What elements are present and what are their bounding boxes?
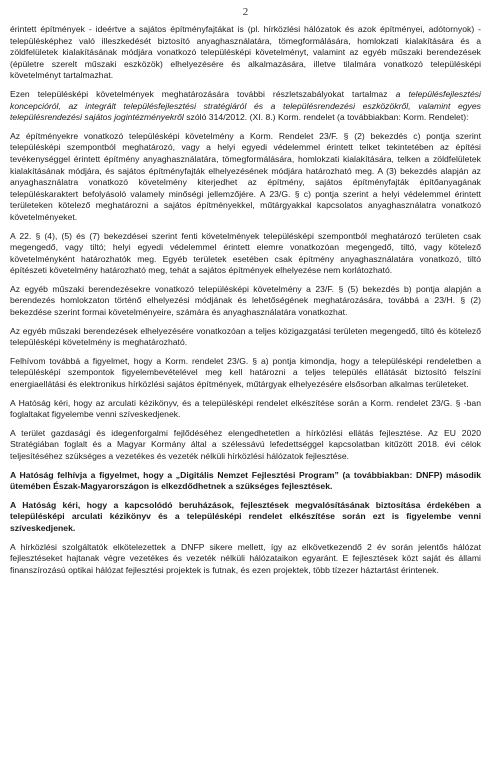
paragraph	[10, 231, 481, 277]
text-segment: Az építményekre vonatkozó településképi követelmény a Korm. Rendelet 23/F. § (2) bekezdés c) pontja szerint településképi szempontból meghatározó, vagy a helyi egyedi védelemmel érintett telket tekintetében az építési tevékenységgel érintett építmény anyaghasználatára, tömegformálására, homlokzati kialakítására, telken a zöldfelületek kialakításának módjára, és sajátos építményfajták elhelyezésének módjára határozható meg. A (3) bekezdés alapján az anyaghasználatra vonatkozó követelmény kiterjedhet az építmény, sajátos építményfajták építőanyagának településkaraktert befolyásoló valamely minőségi jellemzőjére. A 23/G. § c) pontja szerint a helyi védelemmel érintett területeken kötelező meghatározni a sajátos építményekkel, műtárgyakkal kapcsolatos anyaghasználatra vonatkozó követelményeket.	[10, 130, 481, 222]
paragraph	[10, 542, 481, 577]
text-segment: Felhívom továbbá a figyelmet, hogy a Korm. rendelet 23/G. § a) pontja kimondja, hogy a településképi rendeletben a településképi szempontok figyelembevételével meg kell határozni a teljes település ellátását biztosító felszíni energiaellátási és elektronikus hírközlési sajátos építmények, műtárgyak elhelyezésére elsősorban alkalmas területeket.	[10, 355, 481, 390]
text-segment: A Hatóság felhívja a figyelmet, hogy a „Digitális Nemzet Fejlesztési Program” (a továbbiakban: DNFP) második ütemében Észak-Magyarországon is elkezdődhetnek a szükséges fejlesztések.	[10, 469, 481, 492]
text-segment: A Hatóság kéri, hogy a kapcsolódó beruházások, fejlesztések megvalósításának biztosítása érdekében a településképi arculati kézikönyv és a településképi rendelet elkészítése során ezt is figyelembe venni szíveskedjenek.	[10, 499, 481, 533]
paragraph	[10, 398, 481, 421]
paragraph	[10, 89, 481, 124]
text-segment: A 22. § (4), (5) és (7) bekezdései szerint fenti követelmények településképi szempontból meghatározó területen csak megengedő, vagy tiltó; helyi egyedi védelemmel érintett elemre vonatkozóan megengedő, tiltó, vagy kötelező követelményként határozhatók meg. Egyéb területek esetében csak építmény anyaghasználatára vonatkozó, tiltó építészeti követelmény határozható meg, tehát a sajátos építmények elhelyezése nem korlátozható.	[10, 230, 481, 276]
text-segment: Az egyéb műszaki berendezésekre vonatkozó településképi követelmény a 23/F. § (5) bekezdés b) pontja alapján a berendezés homlokzaton történő elhelyezési módjának és lehetőségének meghatározására, továbbá a 23/H. § (2) bekezdése szerint formai követelményeire, számára és anyaghasználatára vonatkozhat.	[10, 283, 481, 318]
text-segment: Az egyéb műszaki berendezések elhelyezésére vonatkozóan a teljes közigazgatási területen megengedő, tiltó és kötelező településképi követelmény is meghatározható.	[10, 325, 481, 348]
text-segment: szóló 314/2012. (XI. 8.) Korm. rendelet (a továbbiakban: Korm. Rendelet):	[183, 112, 469, 123]
text-segment: A hírközlési szolgáltatók elkötelezettek a DNFP sikere mellett, így az elkövetkezendő 2 év során jelentős hálózat fejlesztéseket hajtanak végre vezetékes és vezeték nélküli hálózataikon egyaránt. E fejlesztések közt saját és állami finanszírozású optikai hálózat fejlesztési projektek is futnak, és ezen projektek, több tízezer háztartást érintenek.	[10, 541, 481, 575]
paragraph	[10, 428, 481, 463]
paragraph	[10, 284, 481, 319]
italic-text-segment: a településfejlesztési koncepcióról, az integrált településfejlesztési stratégiáról és a településrendezési eszközökről, valamint egyes településrendezési sajátos jogintézményekről	[10, 88, 481, 123]
paragraph	[10, 24, 481, 82]
paragraph	[10, 356, 481, 391]
text-segment: A Hatóság kéri, hogy az arculati kézikönyv, és a településképi rendelet elkészítése során a Korm. rendelet 23/G. § -ban foglaltakat figyelembe venni szíveskedjenek.	[10, 397, 481, 420]
paragraph	[10, 500, 481, 535]
paragraph	[10, 326, 481, 349]
document-body	[10, 24, 481, 576]
text-segment: érintett építmények - ideértve a sajátos építményfajtákat is (pl. hírközlési hálózatok és azok építményei, adótornyok) - településképhez való illeszkedését biztosító anyaghasználatára, tömegformálására, homlokzati kialakítására és a zöldfelületek kialakításának módjára vonatkozó településképi követelményt, valamint az egyéb műszaki berendezések (épületre szerelt műszaki eszközök) elhelyezésére és alkalmazására, illetve tilalmára vonatkozó településképi követelményt tartalmazhat.	[10, 24, 481, 81]
paragraph	[10, 131, 481, 224]
paragraph	[10, 470, 481, 493]
page-number: 2	[242, 6, 249, 18]
text-segment: A terület gazdasági és idegenforgalmi fejlődéséhez elengedhetetlen a hírközlési ellátás fejlesztése. Az EU 2020 Stratégiában foglalt és a Magyar Kormány által a szélessávú lefedettséggel kapcsolatban kitűzött 2018. évi célok teljesítéséhez szükséges a vezetékes és vezeték nélküli hírközlési hálózatok fejlesztése.	[10, 427, 481, 461]
text-segment: Ezen településképi követelmények meghatározására további részletszabályokat tartalmaz	[10, 88, 396, 99]
